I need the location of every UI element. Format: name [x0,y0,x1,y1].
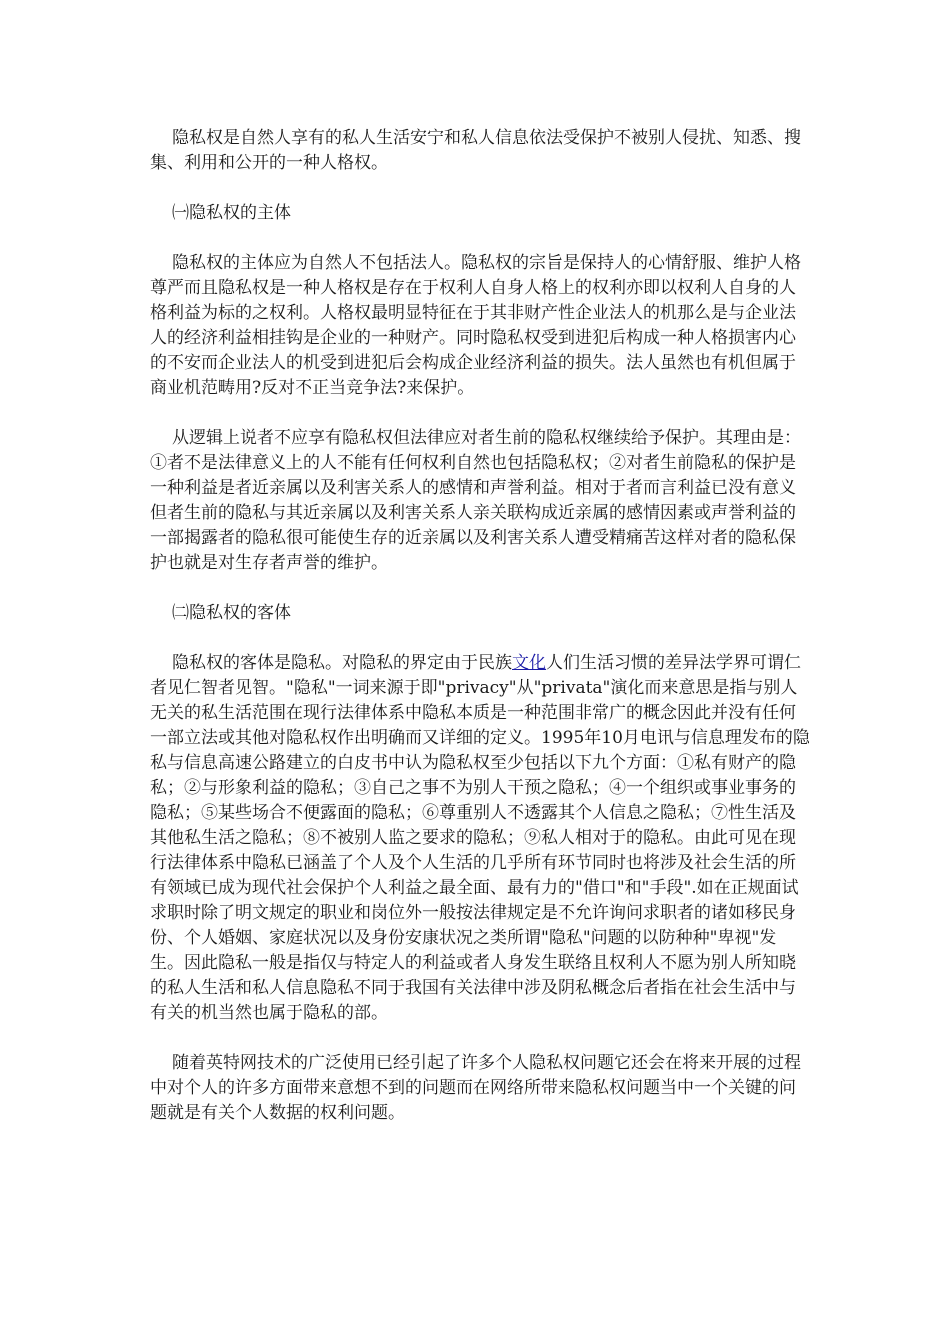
section-heading-subject: ㈠隐私权的主体 [172,203,291,223]
section-heading-object: ㈡隐私权的客体 [172,603,291,623]
document-page [150,126,810,1151]
paragraph-internet: 随着英特网技术的广泛使用已经引起了许多个人隐私权问题它还会在将来开展的过程中对个人的许多方面带来意想不到的问题而在网络所带来隐私权问题当中一个关键的问题就是有关个人数据的权利问题。 [150,1053,801,1123]
culture-link[interactable]: 文化 [512,653,546,673]
paragraph-deceased: 从逻辑上说者不应享有隐私权但法律应对者生前的隐私权继续给予保护。其理由是：①者不是法律意义上的人不能有任何权利自然也包括隐私权；②对者生前隐私的保护是一种利益是者近亲属以及利害关系人的感情和声誉利益。相对于者而言利益已没有意义但者生前的隐私与其近亲属以及利害关系人亲关联构成近亲属的感情因素或声誉利益的一部揭露者的隐私很可能使生存的近亲属以及利害关系人遭受精痛苦这样对者的隐私保护也就是对生存者声誉的维护。 [150,428,801,573]
paragraph-object-text-start: 隐私权的客体是隐私。对隐私的界定由于民族 [172,653,512,673]
paragraph-object-text-rest: 人们生活习惯的差异法学界可谓仁者见仁智者见智。"隐私"一词来源于即"privacy"从"privata"演化而来意思是指与别人无关的私生活范围在现行法律体系中隐私本质是一种范围非常广的概念因此并没有任何一部立法或其他对隐私权作出明确而又详细的定义。1995年10月电讯与信息理发布的隐私与信息高速公路建立的白皮书中认为隐私权至少包括以下九个方面：①私有财产的隐私；②与形象利益的隐私；③自己之事不为别人干预之隐私；④一个组织或事业事务的隐私；⑤某些场合不便露面的隐私；⑥尊重别人不透露其个人信息之隐私；⑦性生活及其他私生活之隐私；⑧不被别人监之要求的隐私；⑨私人相对于的隐私。由此可见在现行法律体系中隐私已涵盖了个人及个人生活的几乎所有环节同时也将涉及社会生活的所有领域已成为现代社会保护个人利益之最全面、最有力的"借口"和"手段".如在正规面试求职时除了明文规定的职业和岗位外一般按法律规定是不允许询问求职者的诸如移民身份、个人婚姻、家庭状况以及身份安康状况之类所谓"隐私"问题的以防种种"卑视"发生。因此隐私一般是指仅与特定人的利益或者人身发生联络且权利人不愿为别人所知晓的私人生活和私人信息隐私不同于我国有关法律中涉及阴私概念后者指在社会生活中与有关的机当然也属于隐私的部。 [150,653,810,1023]
paragraph-subject: 隐私权的主体应为自然人不包括法人。隐私权的宗旨是保持人的心情舒服、维护人格尊严而且隐私权是一种人格权是存在于权利人自身人格上的权利亦即以权利人自身的人格利益为标的之权利。人格权最明显特征在于其非财产性企业法人的机那么是与企业法人的经济利益相挂钩是企业的一种财产。同时隐私权受到进犯后构成一种人格损害内心的不安而企业法人的机受到进犯后会构成企业经济利益的损失。法人虽然也有机但属于商业机范畴用?反对不正当竞争法?来保护。 [150,253,801,398]
paragraph-definition: 隐私权是自然人享有的私人生活安宁和私人信息依法受保护不被别人侵扰、知悉、搜集、利用和公开的一种人格权。 [150,128,801,173]
paragraph-object [150,651,810,1026]
